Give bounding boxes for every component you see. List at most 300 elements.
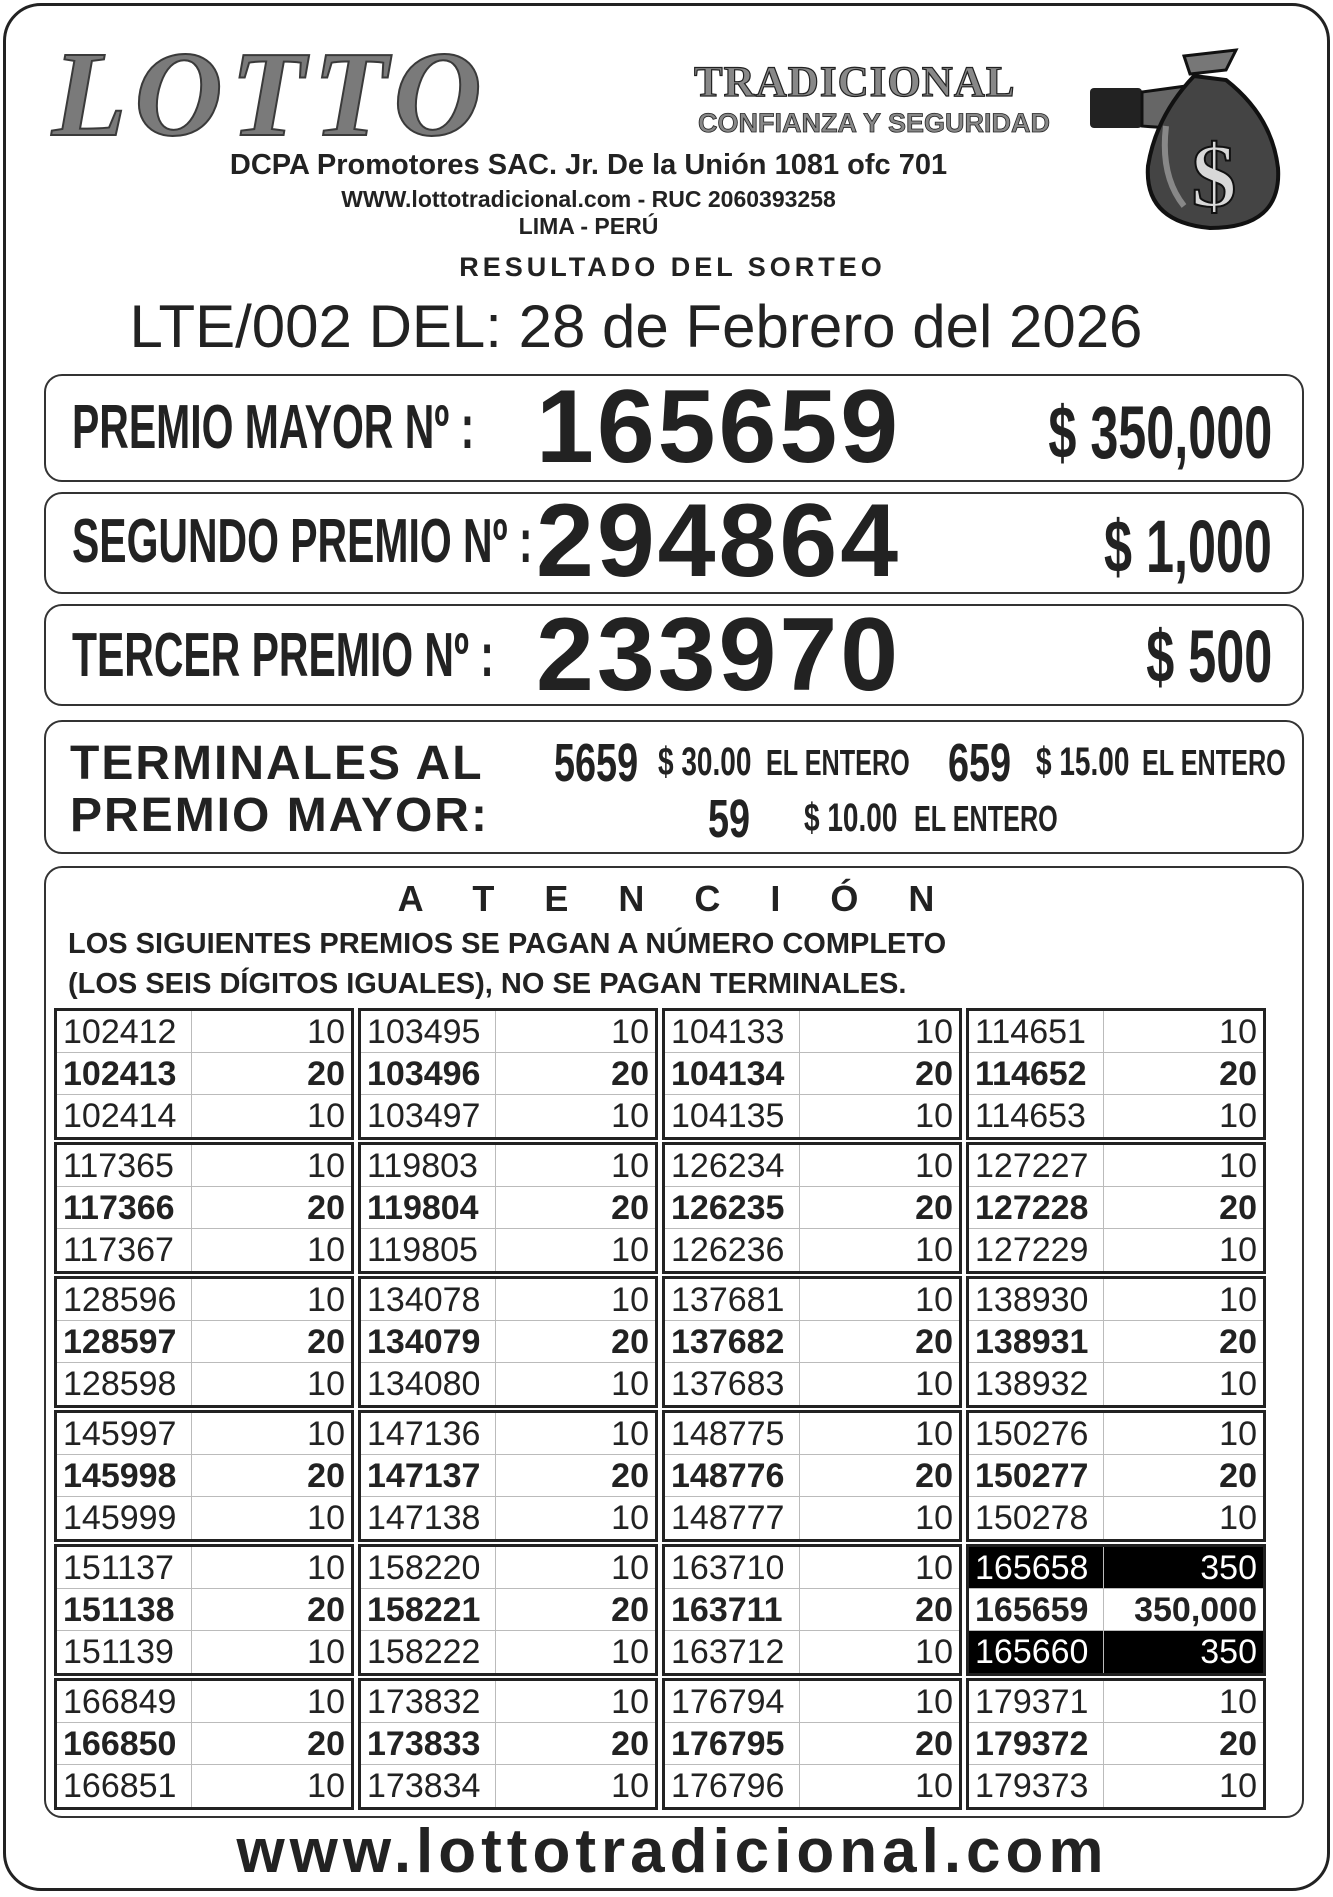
table-row (361, 1321, 655, 1363)
column-divider (495, 1589, 496, 1630)
third-prize-number: 233970 (536, 597, 902, 713)
table-row (57, 1765, 351, 1807)
column-divider (1103, 1145, 1104, 1186)
column-divider (799, 1455, 800, 1496)
table-row (969, 1011, 1263, 1053)
ticket-number: 158221 (367, 1591, 481, 1629)
ticket-number: 166851 (63, 1767, 177, 1805)
ticket-number: 137683 (671, 1365, 785, 1403)
prize-amount: 10 (611, 1683, 649, 1721)
table-row (969, 1413, 1263, 1455)
ticket-number: 147138 (367, 1499, 481, 1537)
terminal-3-number: 659 (948, 733, 1012, 793)
result-title: RESULTADO DEL SORTEO (459, 252, 886, 282)
column-divider (1103, 1095, 1104, 1137)
ticket-number: 119803 (367, 1147, 478, 1185)
prize-amount: 20 (915, 1055, 953, 1093)
column-divider (495, 1279, 496, 1320)
prize-amount: 20 (307, 1457, 345, 1495)
ticket-number: 117365 (63, 1147, 174, 1185)
first-prize-amount: $ 350,000 (1048, 391, 1272, 474)
ticket-number: 134080 (367, 1365, 481, 1403)
column-divider (495, 1723, 496, 1764)
column-divider (191, 1321, 192, 1362)
attention-title: A T E N C I Ó N (397, 878, 955, 919)
table-row (969, 1095, 1263, 1137)
table-row (57, 1053, 351, 1095)
prize-amount: 10 (307, 1147, 345, 1185)
table-row (969, 1321, 1263, 1363)
column-divider (1103, 1413, 1104, 1454)
number-group (662, 1276, 962, 1408)
column-divider (1103, 1681, 1104, 1722)
ticket-number: 176795 (671, 1725, 785, 1763)
ticket-number: 126235 (671, 1189, 785, 1227)
prize-amount: 350,000 (1134, 1591, 1257, 1629)
table-row (665, 1363, 959, 1405)
ticket-number: 119804 (367, 1189, 479, 1227)
prize-amount: 10 (611, 1499, 649, 1537)
prize-amount: 10 (1219, 1147, 1257, 1185)
table-row (361, 1279, 655, 1321)
table-row (57, 1631, 351, 1673)
ticket-number: 126236 (671, 1231, 785, 1269)
prize-amount: 10 (611, 1633, 649, 1671)
ticket-number: 102413 (63, 1055, 177, 1093)
prize-amount: 10 (915, 1231, 953, 1269)
column-divider (799, 1497, 800, 1539)
number-group (966, 1008, 1266, 1140)
column-divider (799, 1279, 800, 1320)
table-row (665, 1681, 959, 1723)
prize-amount: 350 (1200, 1633, 1257, 1671)
attention-line-1: LOS SIGUIENTES PREMIOS SE PAGAN A NÚMERO COMPLETO (68, 928, 947, 960)
third-prize-amount: $ 500 (1146, 615, 1272, 698)
terminal-4-number: 5659 (554, 733, 639, 793)
column-divider (191, 1095, 192, 1137)
prize-amount: 10 (1219, 1767, 1257, 1805)
ticket-number: 173832 (367, 1683, 481, 1721)
column-divider (191, 1145, 192, 1186)
prize-amount: 10 (915, 1281, 953, 1319)
prize-amount: 10 (915, 1767, 953, 1805)
table-row (665, 1723, 959, 1765)
ticket-number: 150276 (975, 1415, 1089, 1453)
prize-amount: 10 (611, 1767, 649, 1805)
prize-amount: 10 (915, 1097, 953, 1135)
column-divider (191, 1547, 192, 1588)
prize-amount: 10 (307, 1097, 345, 1135)
prize-amount: 20 (611, 1457, 649, 1495)
table-row (57, 1187, 351, 1229)
prize-amount: 20 (307, 1055, 345, 1093)
prize-amount: 10 (611, 1549, 649, 1587)
table-row (361, 1187, 655, 1229)
table-row (665, 1187, 959, 1229)
ticket-number: 179372 (975, 1725, 1089, 1763)
prize-amount: 10 (611, 1415, 649, 1453)
terminal-4-amount: $ 30.00 (658, 740, 752, 784)
table-row (969, 1589, 1263, 1631)
ticket-number: 134079 (367, 1323, 481, 1361)
prize-amount: 10 (915, 1499, 953, 1537)
ticket-number: 128598 (63, 1365, 177, 1403)
column-divider (495, 1095, 496, 1137)
ticket-number: 103497 (367, 1097, 481, 1135)
terminals-label-2: PREMIO MAYOR: (70, 789, 489, 842)
column-divider (191, 1279, 192, 1320)
number-group (54, 1008, 354, 1140)
number-group (54, 1544, 354, 1676)
prize-amount: 20 (611, 1189, 649, 1227)
table-row (665, 1053, 959, 1095)
prize-amount: 10 (915, 1683, 953, 1721)
ticket-number: 137681 (671, 1281, 785, 1319)
prize-amount: 10 (915, 1013, 953, 1051)
prize-amount: 20 (915, 1189, 953, 1227)
prize-amount: 10 (307, 1231, 345, 1269)
first-prize-box (44, 369, 1304, 485)
table-row (969, 1279, 1263, 1321)
column-divider (799, 1547, 800, 1588)
second-prize-amount: $ 1,000 (1104, 505, 1272, 588)
column-divider (799, 1229, 800, 1271)
table-row (361, 1497, 655, 1539)
ticket-number: 176794 (671, 1683, 785, 1721)
prize-amount: 20 (611, 1591, 649, 1629)
column-divider (799, 1145, 800, 1186)
column-divider (1103, 1053, 1104, 1094)
prize-amount: 20 (611, 1055, 649, 1093)
column-divider (799, 1723, 800, 1764)
table-row (665, 1589, 959, 1631)
ticket-number: 104133 (671, 1013, 785, 1051)
column-divider (799, 1765, 800, 1807)
column-divider (1103, 1011, 1104, 1052)
prize-amount: 10 (611, 1147, 649, 1185)
terminal-2-number: 59 (708, 789, 751, 849)
column-divider (1103, 1589, 1104, 1630)
number-group (662, 1008, 962, 1140)
number-group (966, 1544, 1266, 1676)
column-divider (495, 1229, 496, 1271)
prize-amount: 10 (1219, 1013, 1257, 1051)
prize-amount: 20 (307, 1591, 345, 1629)
column-divider (495, 1455, 496, 1496)
table-row (969, 1497, 1263, 1539)
table-row (361, 1095, 655, 1137)
column-divider (191, 1681, 192, 1722)
column-divider (191, 1413, 192, 1454)
ticket-number: 151137 (63, 1549, 174, 1587)
table-row (665, 1455, 959, 1497)
prize-amount: 10 (307, 1767, 345, 1805)
ticket-number: 145999 (63, 1499, 177, 1537)
column-divider (191, 1589, 192, 1630)
number-group (358, 1410, 658, 1542)
first-prize-number: 165659 (536, 369, 902, 485)
table-row (57, 1497, 351, 1539)
brand-slogan: CONFIANZA Y SEGURIDAD (698, 108, 1051, 138)
ticket-number: 147137 (367, 1457, 481, 1495)
column-divider (799, 1187, 800, 1228)
prize-amount: 20 (915, 1591, 953, 1629)
ticket-number: 102412 (63, 1013, 177, 1051)
table-row (969, 1723, 1263, 1765)
ticket-number: 176796 (671, 1767, 785, 1805)
terminals-box (44, 720, 1304, 854)
company-city: LIMA - PERÚ (518, 213, 659, 239)
prize-amount: 10 (611, 1281, 649, 1319)
third-prize-box (44, 597, 1304, 713)
table-row (57, 1363, 351, 1405)
ticket-number: 148776 (671, 1457, 785, 1495)
table-row (665, 1229, 959, 1271)
number-group (662, 1544, 962, 1676)
table-row (361, 1547, 655, 1589)
table-row (969, 1765, 1263, 1807)
ticket-number: 119805 (367, 1231, 478, 1269)
prize-amount: 350 (1200, 1549, 1257, 1587)
ticket-number: 148777 (671, 1499, 785, 1537)
column-divider (1103, 1723, 1104, 1764)
prize-amount: 20 (307, 1323, 345, 1361)
table-row (969, 1187, 1263, 1229)
second-prize-box (44, 483, 1304, 599)
prize-amount: 20 (307, 1189, 345, 1227)
table-row (57, 1011, 351, 1053)
ticket-number: 163712 (671, 1633, 785, 1671)
table-row (57, 1095, 351, 1137)
ticket-number: 145997 (63, 1415, 177, 1453)
column-divider (495, 1011, 496, 1052)
column-divider (495, 1765, 496, 1807)
column-divider (799, 1321, 800, 1362)
table-row (57, 1547, 351, 1589)
table-row (665, 1547, 959, 1589)
table-row (665, 1145, 959, 1187)
column-divider (191, 1497, 192, 1539)
table-row (665, 1765, 959, 1807)
ticket-number: 102414 (63, 1097, 177, 1135)
ticket-number: 147136 (367, 1415, 481, 1453)
table-row (361, 1681, 655, 1723)
prize-amount: 10 (915, 1415, 953, 1453)
ticket-number: 163710 (671, 1549, 785, 1587)
table-row (969, 1229, 1263, 1271)
column-divider (191, 1723, 192, 1764)
column-divider (1103, 1229, 1104, 1271)
table-row (665, 1279, 959, 1321)
number-group (966, 1410, 1266, 1542)
ticket-number: 165658 (975, 1549, 1089, 1587)
number-group (966, 1276, 1266, 1408)
prize-amount: 20 (915, 1323, 953, 1361)
column-divider (799, 1589, 800, 1630)
column-divider (495, 1053, 496, 1094)
number-group (358, 1678, 658, 1810)
footer-website: www.lottotradicional.com (236, 1817, 1109, 1886)
ticket-number: 126234 (671, 1147, 785, 1185)
prize-amount: 20 (915, 1457, 953, 1495)
table-row (361, 1723, 655, 1765)
prize-amount: 10 (915, 1549, 953, 1587)
column-divider (799, 1011, 800, 1052)
prize-amount: 10 (915, 1365, 953, 1403)
column-divider (191, 1187, 192, 1228)
column-divider (495, 1145, 496, 1186)
ticket-number: 127228 (975, 1189, 1089, 1227)
number-group (54, 1678, 354, 1810)
ticket-number: 103495 (367, 1013, 481, 1051)
ticket-number: 150277 (975, 1457, 1089, 1495)
table-row (665, 1011, 959, 1053)
company-website-ruc: WWW.lottotradicional.com - RUC 2060393258 (341, 186, 836, 212)
column-divider (799, 1363, 800, 1405)
column-divider (799, 1095, 800, 1137)
column-divider (495, 1497, 496, 1539)
table-row (57, 1723, 351, 1765)
second-prize-label: SEGUNDO PREMIO Nº : (72, 507, 533, 576)
table-row (361, 1363, 655, 1405)
prize-amount: 10 (915, 1633, 953, 1671)
prize-amount: 20 (307, 1725, 345, 1763)
table-row (665, 1321, 959, 1363)
prize-amount: 10 (307, 1499, 345, 1537)
ticket-number: 134078 (367, 1281, 481, 1319)
number-group (662, 1142, 962, 1274)
column-divider (495, 1413, 496, 1454)
column-divider (1103, 1765, 1104, 1807)
table-row (969, 1547, 1263, 1589)
table-row (665, 1413, 959, 1455)
table-row (57, 1321, 351, 1363)
column-divider (799, 1681, 800, 1722)
prize-amount: 20 (1219, 1457, 1257, 1495)
ticket-number: 163711 (671, 1591, 783, 1629)
ticket-number: 151139 (63, 1633, 174, 1671)
table-row (361, 1011, 655, 1053)
column-divider (495, 1363, 496, 1405)
prize-amount: 10 (307, 1683, 345, 1721)
number-group (54, 1410, 354, 1542)
column-divider (799, 1631, 800, 1673)
ticket-number: 114653 (975, 1097, 1086, 1135)
ticket-number: 145998 (63, 1457, 177, 1495)
column-divider (1103, 1497, 1104, 1539)
column-divider (191, 1053, 192, 1094)
table-row (57, 1681, 351, 1723)
prize-amount: 10 (1219, 1097, 1257, 1135)
table-row (361, 1455, 655, 1497)
table-row (57, 1229, 351, 1271)
terminal-4-unit: EL ENTERO (766, 742, 910, 783)
column-divider (191, 1011, 192, 1052)
prize-amount: 10 (1219, 1365, 1257, 1403)
column-divider (495, 1321, 496, 1362)
column-divider (799, 1053, 800, 1094)
prize-amount: 10 (307, 1281, 345, 1319)
column-divider (799, 1413, 800, 1454)
number-group (54, 1276, 354, 1408)
prize-amount: 10 (307, 1013, 345, 1051)
ticket-number: 117367 (63, 1231, 174, 1269)
column-divider (1103, 1547, 1104, 1588)
prize-amount: 20 (611, 1323, 649, 1361)
prize-amount: 10 (307, 1415, 345, 1453)
table-row (969, 1681, 1263, 1723)
table-row (361, 1765, 655, 1807)
column-divider (495, 1187, 496, 1228)
table-row (57, 1279, 351, 1321)
table-row (969, 1631, 1263, 1673)
table-row (665, 1497, 959, 1539)
prize-amount: 10 (611, 1013, 649, 1051)
ticket-number: 138931 (975, 1323, 1089, 1361)
ticket-number: 104134 (671, 1055, 785, 1093)
ticket-number: 103496 (367, 1055, 481, 1093)
table-row (361, 1229, 655, 1271)
lotto-logo: LOTTO (52, 27, 490, 162)
ticket-number: 104135 (671, 1097, 785, 1135)
column-divider (191, 1765, 192, 1807)
ticket-number: 127227 (975, 1147, 1089, 1185)
column-divider (1103, 1279, 1104, 1320)
prize-amount: 10 (307, 1549, 345, 1587)
table-row (361, 1631, 655, 1673)
terminal-3-amount: $ 15.00 (1036, 740, 1130, 784)
table-row (361, 1413, 655, 1455)
terminal-2-amount: $ 10.00 (804, 796, 898, 840)
column-divider (191, 1363, 192, 1405)
ticket-number: 137682 (671, 1323, 785, 1361)
third-prize-label: TERCER PREMIO Nº : (72, 621, 494, 690)
column-divider (1103, 1455, 1104, 1496)
terminal-3-unit: EL ENTERO (1142, 742, 1286, 783)
ticket-number: 150278 (975, 1499, 1089, 1537)
svg-text:$: $ (1191, 127, 1237, 226)
column-divider (495, 1547, 496, 1588)
prize-amount: 10 (611, 1365, 649, 1403)
prize-amount: 10 (611, 1231, 649, 1269)
ticket-number: 138932 (975, 1365, 1089, 1403)
column-divider (1103, 1631, 1104, 1673)
first-prize-label: PREMIO MAYOR Nº : (72, 393, 475, 462)
prize-amount: 10 (1219, 1231, 1257, 1269)
number-group (662, 1678, 962, 1810)
lottery-result-sheet (3, 3, 1330, 1891)
prize-amount: 10 (915, 1147, 953, 1185)
table-row (361, 1053, 655, 1095)
ticket-number: 117366 (63, 1189, 175, 1227)
ticket-number: 166849 (63, 1683, 177, 1721)
ticket-number: 138930 (975, 1281, 1089, 1319)
table-row (969, 1145, 1263, 1187)
ticket-number: 173834 (367, 1767, 481, 1805)
number-group (358, 1276, 658, 1408)
prize-amount: 20 (1219, 1189, 1257, 1227)
company-address: DCPA Promotores SAC. Jr. De la Unión 1081 ofc 701 (229, 149, 948, 181)
attention-box (44, 866, 1304, 1818)
prize-amount: 20 (915, 1725, 953, 1763)
column-divider (191, 1631, 192, 1673)
column-divider (495, 1681, 496, 1722)
column-divider (191, 1455, 192, 1496)
ticket-number: 114652 (975, 1055, 1087, 1093)
prize-amount: 10 (307, 1365, 345, 1403)
ticket-number: 165659 (975, 1591, 1089, 1629)
ticket-number: 179371 (975, 1683, 1089, 1721)
